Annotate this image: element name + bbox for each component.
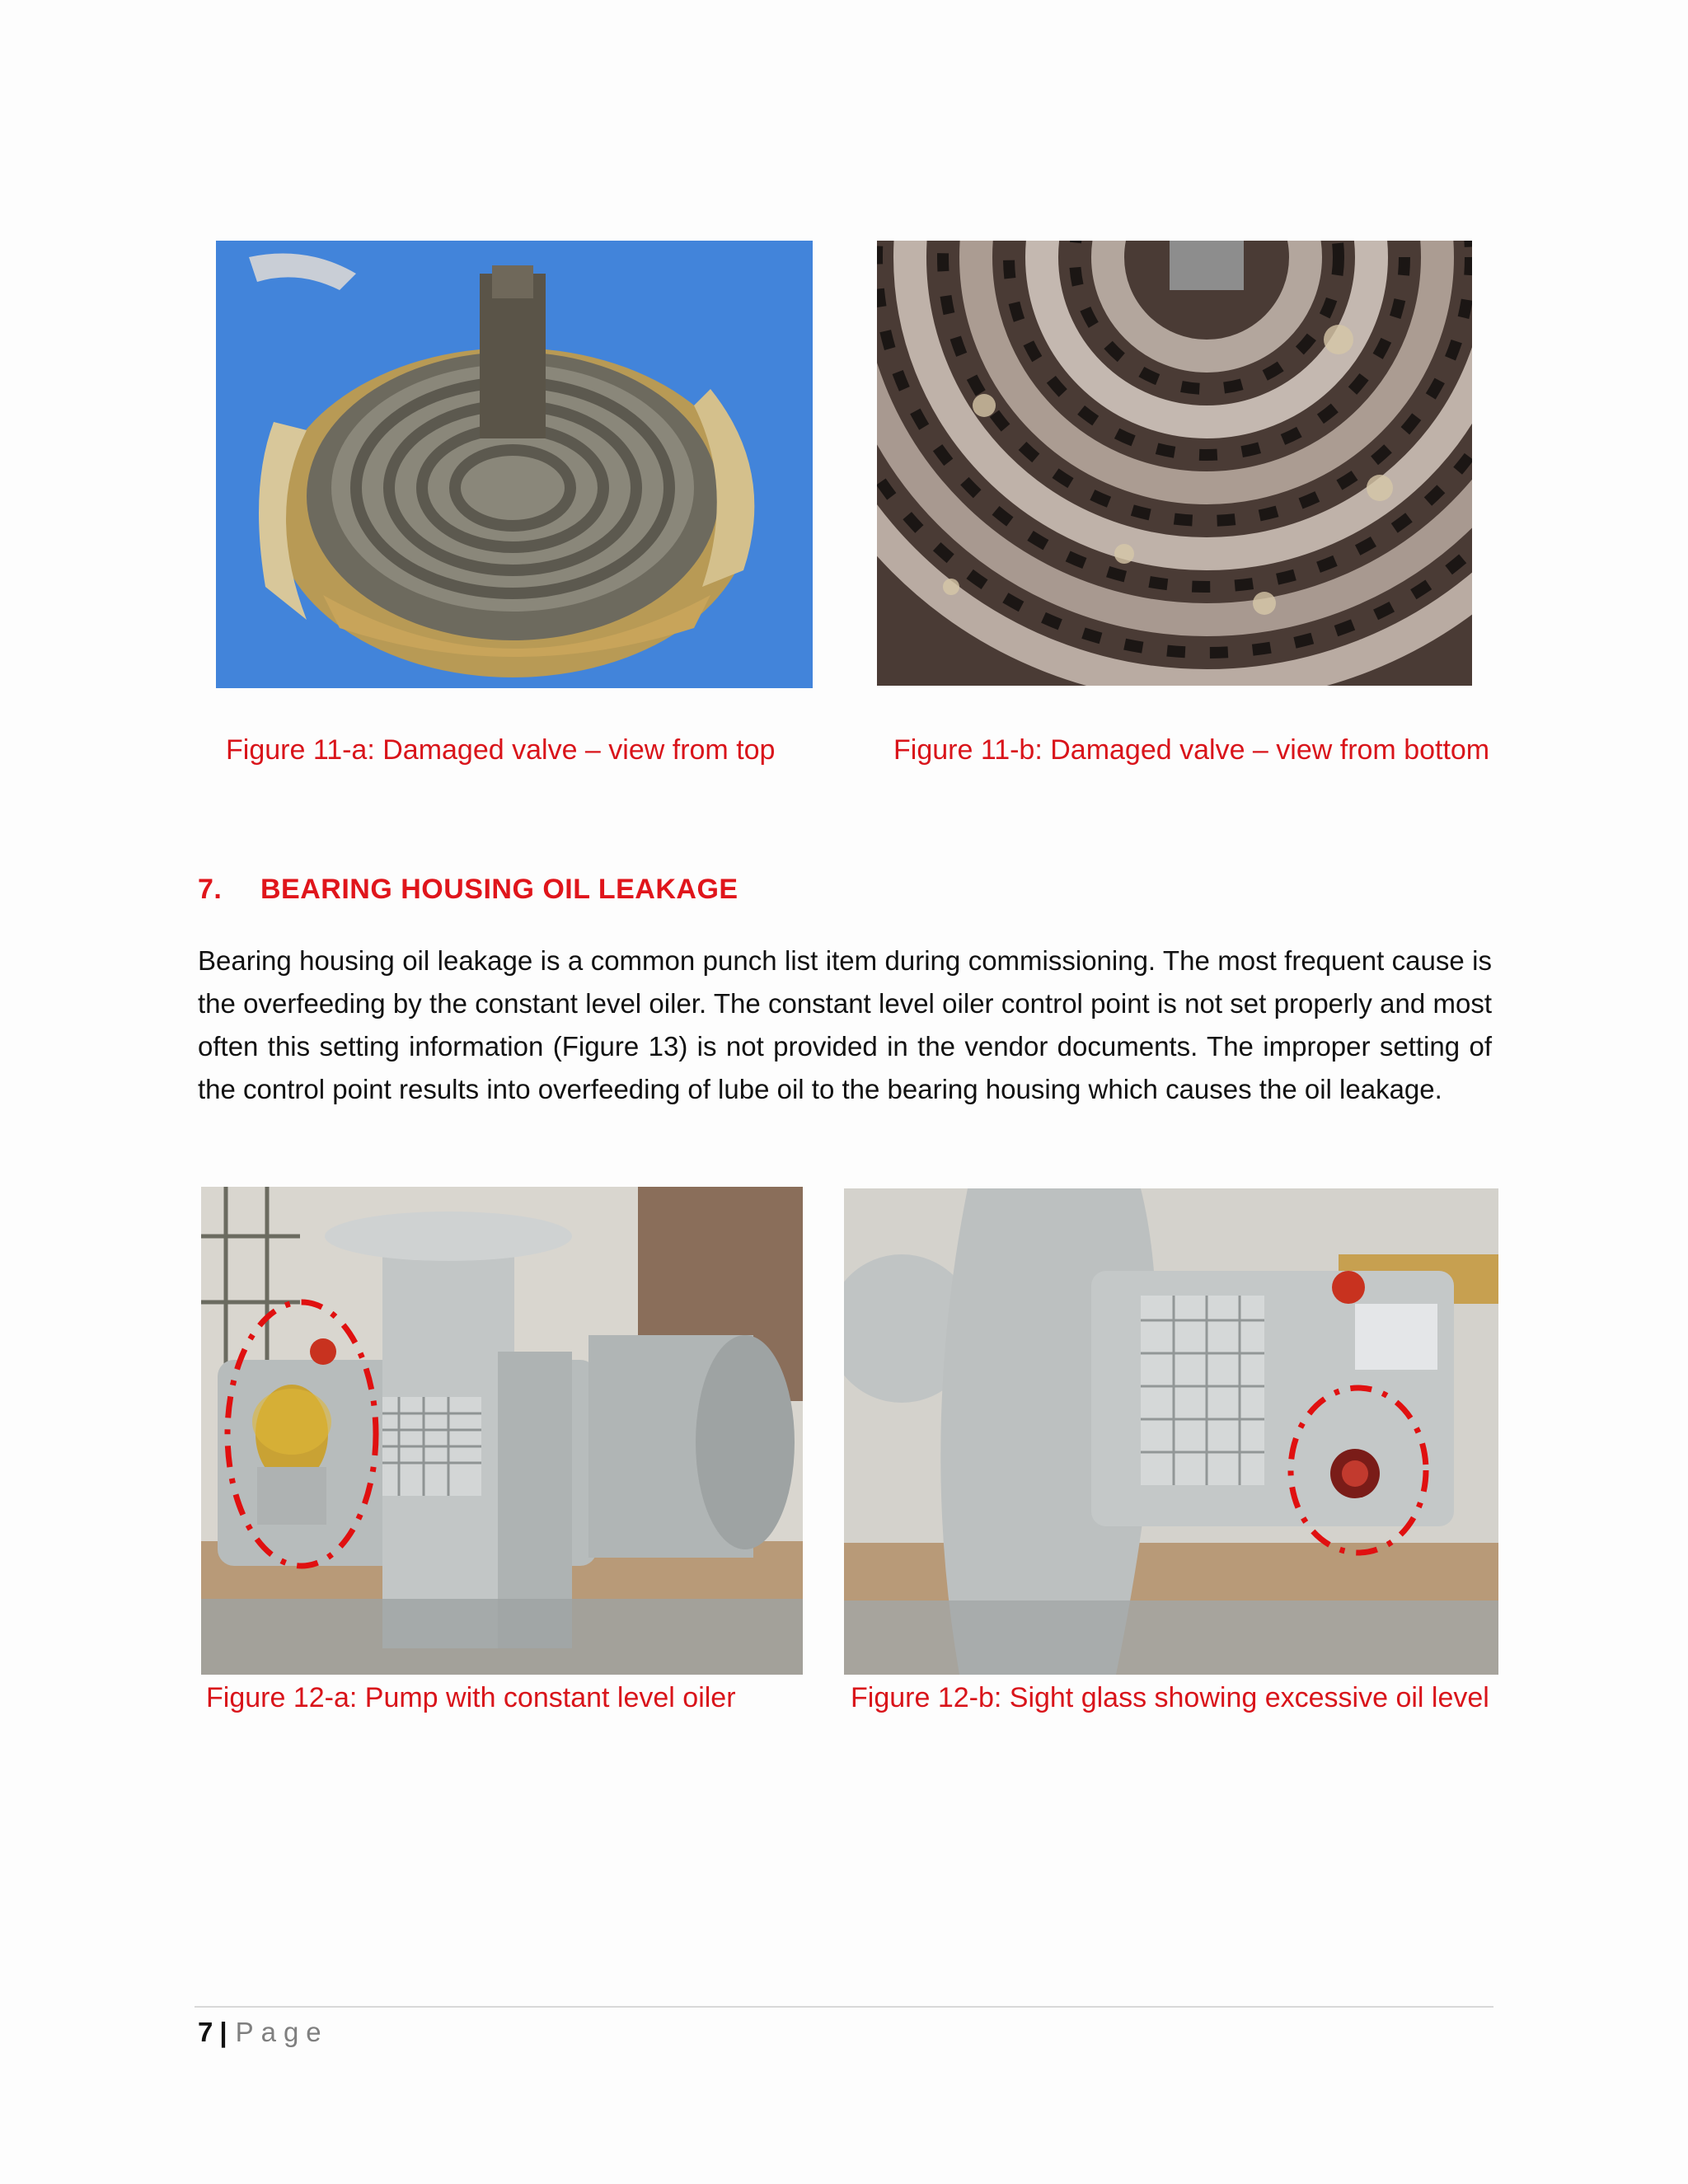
- section-title: BEARING HOUSING OIL LEAKAGE: [260, 874, 738, 905]
- figure-12a-caption: Figure 12-a: Pump with constant level oiler: [206, 1682, 736, 1713]
- figure-11a-photo: [216, 241, 813, 688]
- figure-12b-caption: Figure 12-b: Sight glass showing excessive oil level: [851, 1682, 1489, 1713]
- figure-11b-photo: [877, 241, 1472, 686]
- section-heading: [198, 874, 738, 906]
- figure-12a-photo: [201, 1187, 803, 1675]
- footer-divider: [195, 2006, 1493, 2008]
- page-label: Page: [235, 2017, 329, 2047]
- figure-11a-caption: Figure 11-a: Damaged valve – view from top: [226, 734, 776, 766]
- footer-separator: |: [219, 2017, 227, 2047]
- body-paragraph: Bearing housing oil leakage is a common punch list item during commissioning. The most frequent cause is the overfeeding by the constant level oiler. The constant level oiler control point is not set properly and most often this setting information (Figure 13) is not provided in the vendor documents. The improper setting of the control point results into overfeeding of lube oil to the bearing housing which causes the oil leakage.: [198, 945, 1492, 1104]
- figure-11b-caption: Figure 11-b: Damaged valve – view from bottom: [893, 734, 1490, 766]
- section-number: 7.: [198, 874, 223, 905]
- page-footer: [198, 2013, 329, 2052]
- figure-12b-photo: [844, 1188, 1498, 1675]
- page-number: 7: [198, 2017, 213, 2047]
